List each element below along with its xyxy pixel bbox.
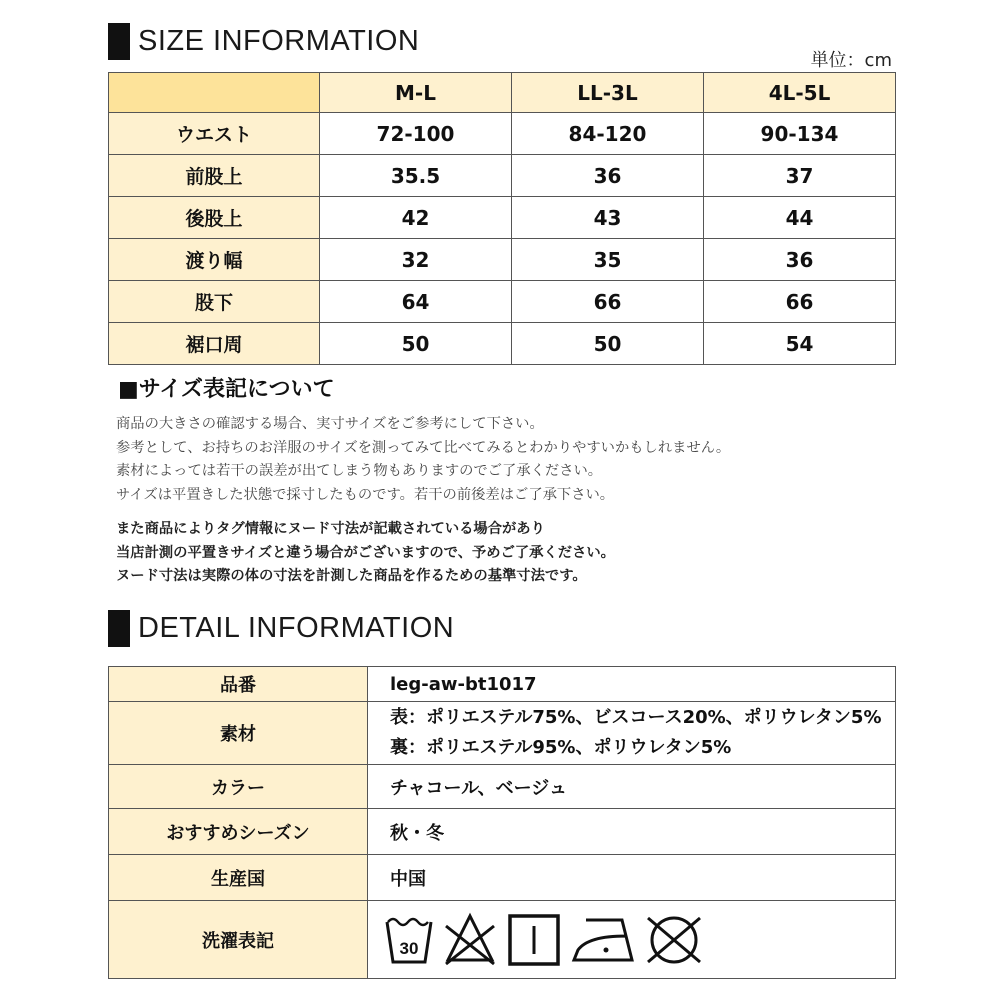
cell: 50 — [512, 323, 704, 365]
row-label: 前股上 — [109, 155, 320, 197]
detail-information-heading: DETAIL INFORMATION — [108, 610, 454, 647]
row-label: 洗濯表記 — [109, 901, 368, 979]
table-row — [109, 197, 896, 239]
table-row — [109, 667, 896, 702]
cell: 36 — [512, 155, 704, 197]
detail-table — [108, 666, 896, 979]
cell: 43 — [512, 197, 704, 239]
heading-bar — [108, 23, 130, 60]
col-header: 4L-5L — [704, 73, 896, 113]
note-line: また商品によりタグ情報にヌード寸法が記載されている場合があり — [116, 521, 545, 537]
table-row — [109, 239, 896, 281]
row-label: 生産国 — [109, 855, 368, 901]
cell: 66 — [512, 281, 704, 323]
lining-material: 裏：ポリエステル95%、ポリウレタン5% — [390, 737, 732, 758]
size-information-heading: SIZE INFORMATION — [108, 23, 419, 60]
cell: 44 — [704, 197, 896, 239]
row-label: 素材 — [109, 702, 368, 765]
row-label: ウエスト — [109, 113, 320, 155]
size-header-row — [109, 73, 896, 113]
note-line: サイズは平置きした状態で採寸したものです。若干の前後差はご了承下さい。 — [116, 486, 615, 503]
row-label: 後股上 — [109, 197, 320, 239]
note-line: 商品の大きさの確認する場合、実寸サイズをご参考にして下さい。 — [116, 416, 544, 432]
season-value: 秋・冬 — [368, 809, 896, 855]
cell: 42 — [320, 197, 512, 239]
table-row — [109, 855, 896, 901]
cell: 64 — [320, 281, 512, 323]
col-header: LL-3L — [512, 73, 704, 113]
size-notes-heading: ■サイズ表記について — [118, 377, 335, 402]
size-table — [108, 72, 896, 365]
care-symbols — [368, 901, 896, 979]
no-bleach-icon — [442, 912, 498, 968]
cell: 37 — [704, 155, 896, 197]
origin-value: 中国 — [368, 855, 896, 901]
table-row — [109, 809, 896, 855]
row-label: 品番 — [109, 667, 368, 702]
row-label: おすすめシーズン — [109, 809, 368, 855]
row-label: 股下 — [109, 281, 320, 323]
cell: 50 — [320, 323, 512, 365]
table-row — [109, 155, 896, 197]
iron-low-icon — [570, 912, 636, 968]
cell: 54 — [704, 323, 896, 365]
row-label: 裾口周 — [109, 323, 320, 365]
row-label: 渡り幅 — [109, 239, 320, 281]
color-value: チャコール、ベージュ — [368, 765, 896, 809]
cell: 36 — [704, 239, 896, 281]
wash-30-icon — [384, 914, 434, 966]
outer-material: 表：ポリエステル75%、ビスコース20%、ポリウレタン5% — [390, 707, 882, 728]
svg-text:30: 30 — [399, 938, 419, 958]
unit-label: 単位：cm — [810, 50, 892, 71]
table-row — [109, 113, 896, 155]
cell: 72-100 — [320, 113, 512, 155]
note-line: 素材によっては若干の誤差が出てしまう物もありますのでご了承ください。 — [116, 463, 603, 479]
material-cell — [368, 702, 896, 765]
row-label: カラー — [109, 765, 368, 809]
cell: 66 — [704, 281, 896, 323]
cell: 32 — [320, 239, 512, 281]
cell: 84-120 — [512, 113, 704, 155]
table-row — [109, 901, 896, 979]
note-line: 参考として、お持ちのお洋服のサイズを測ってみて比べてみるとわかりやすいかもしれません。 — [116, 439, 731, 456]
note-line: 当店計測の平置きサイズと違う場合がございますので、予めご了承ください。 — [116, 544, 615, 561]
cell: 35.5 — [320, 155, 512, 197]
item-number: leg-aw-bt1017 — [368, 667, 896, 702]
col-header: M-L — [320, 73, 512, 113]
cell: 35 — [512, 239, 704, 281]
size-notes-body — [116, 413, 730, 507]
no-dry-clean-icon — [644, 912, 704, 968]
table-row — [109, 281, 896, 323]
line-dry-icon — [506, 912, 562, 968]
size-notes-bold — [116, 518, 615, 589]
corner-cell — [109, 73, 320, 113]
cell: 90-134 — [704, 113, 896, 155]
heading-bar — [108, 610, 130, 647]
table-row — [109, 702, 896, 765]
note-line: ヌード寸法は実際の体の寸法を計測した商品を作るための基準寸法です。 — [116, 568, 587, 584]
table-row — [109, 765, 896, 809]
table-row — [109, 323, 896, 365]
